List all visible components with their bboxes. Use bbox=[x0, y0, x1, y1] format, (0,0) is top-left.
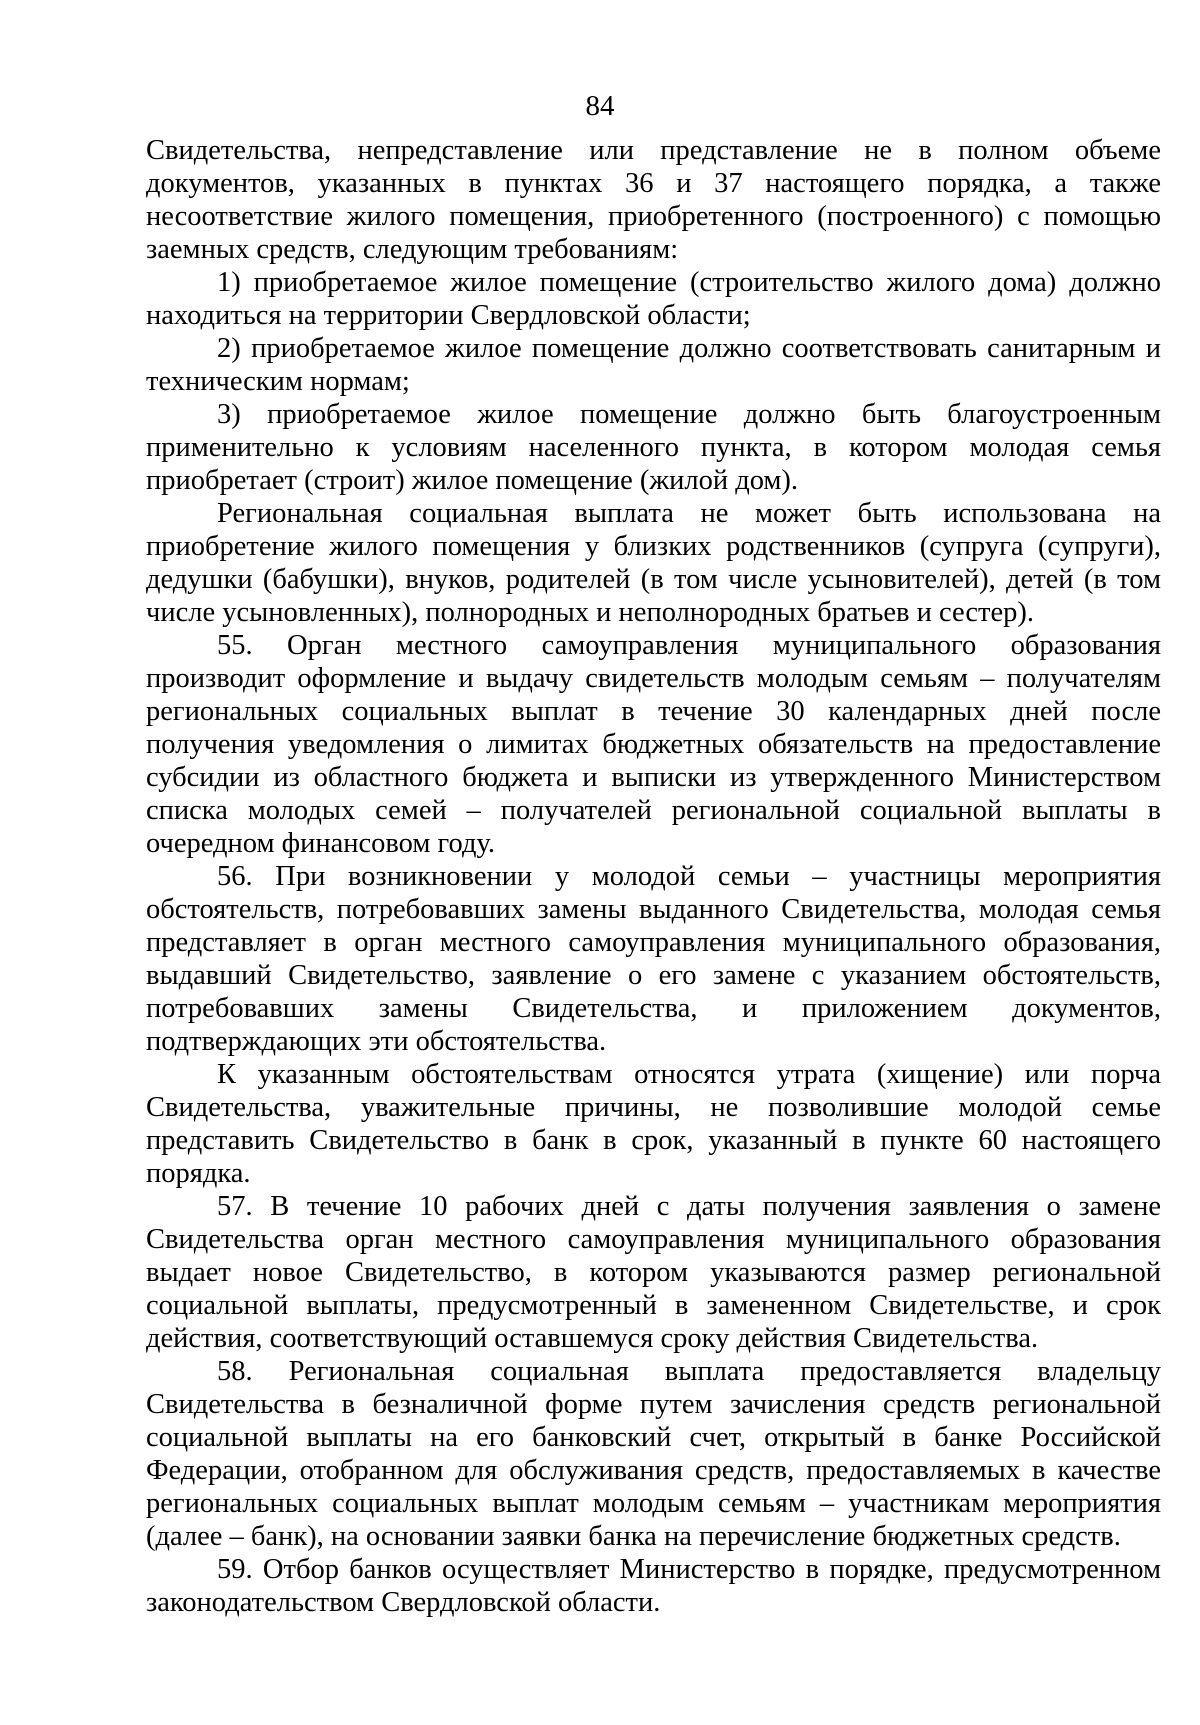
clause-56: 56. При возникновении у молодой семьи – участницы мероприятия обстоятельств, потребовавших замены выданного Свидетельства, молодая семья представляет в орган местного самоуправления муниципального образования, выдавший Свидетельство, заявление о его замене с указанием обстоятельств, потребовавших замены Свидетельства, и приложением документов, подтверждающих эти обстоятельства. bbox=[146, 861, 1161, 1057]
paragraph: Свидетельства, непредставление или представление не в полном объеме документов, указанных в пунктах 36 и 37 настоящего порядка, а также несоответствие жилого помещения, приобретенного (построенного) с помощью заемных средств, следующим требованиям: bbox=[146, 135, 1161, 265]
clause-58: 58. Региональная социальная выплата предоставляется владельцу Свидетельства в безналичной форме путем зачисления средств региональной социальной выплаты на его банковский счет, открытый в банке Российской Федерации, отобранном для обслуживания средств, предоставляемых в качестве региональных социальных выплат молодым семьям – участникам мероприятия (далее – банк), на основании заявки банка на перечисление бюджетных средств. bbox=[146, 1356, 1161, 1552]
paragraph: К указанным обстоятельствам относятся утрата (хищение) или порча Свидетельства, уважительные причины, не позволившие молодой семье представить Свидетельство в банк в срок, указанный в пункте 60 настоящего порядка. bbox=[146, 1059, 1161, 1189]
list-item-2: 2) приобретаемое жилое помещение должно соответствовать санитарным и техническим нормам; bbox=[146, 333, 1161, 397]
clause-55: 55. Орган местного самоуправления муниципального образования производит оформление и выдачу свидетельств молодым семьям – получателям региональных социальных выплат в течение 30 календарных дней после получения уведомления о лимитах бюджетных обязательств на предоставление субсидии из областного бюджета и выписки из утвержденного Министерством списка молодых семей – получателей региональной социальной выплаты в очередном финансовом году. bbox=[146, 630, 1161, 859]
clause-59: 59. Отбор банков осуществляет Министерство в порядке, предусмотренном законодательством Свердловской области. bbox=[146, 1554, 1161, 1618]
list-item-3: 3) приобретаемое жилое помещение должно быть благоустроенным применительно к условиям населенного пункта, в котором молодая семья приобретает (строит) жилое помещение (жилой дом). bbox=[146, 399, 1161, 496]
document-body bbox=[146, 134, 1161, 1619]
clause-57: 57. В течение 10 рабочих дней с даты получения заявления о замене Свидетельства орган местного самоуправления муниципального образования выдает новое Свидетельство, в котором указываются размер региональной социальной выплаты, предусмотренный в замененном Свидетельстве, и срок действия, соответствующий оставшемуся сроку действия Свидетельства. bbox=[146, 1191, 1161, 1354]
paragraph: Региональная социальная выплата не может быть использована на приобретение жилого помещения у близких родственников (супруга (супруги), дедушки (бабушки), внуков, родителей (в том числе усыновителей), детей (в том числе усыновленных), полнородных и неполнородных братьев и сестер). bbox=[146, 498, 1161, 628]
page-number: 84 bbox=[585, 90, 615, 122]
list-item-1: 1) приобретаемое жилое помещение (строительство жилого дома) должно находиться на территории Свердловской области; bbox=[146, 267, 1161, 331]
